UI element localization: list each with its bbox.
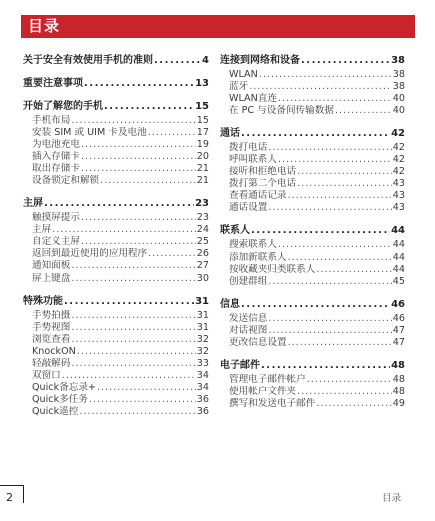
dot-leader xyxy=(81,236,196,248)
toc-chapter-label: 关于安全有效使用手机的准则 xyxy=(23,55,153,66)
toc-entry-label: 返回到最近使用的应用程序 xyxy=(32,248,148,260)
toc-entry-page: 40 xyxy=(392,105,405,117)
toc-entry[interactable] xyxy=(23,175,209,187)
dot-leader xyxy=(81,139,196,151)
toc-section xyxy=(23,77,209,90)
toc-chapter-label: 特殊功能 xyxy=(23,295,63,307)
toc-entry-label: 在 PC 与设备间传输数据 xyxy=(229,105,334,117)
dot-leader xyxy=(288,252,392,264)
toc-entry[interactable] xyxy=(220,313,405,325)
toc-section xyxy=(23,295,209,418)
toc-entry-label: 添加新联系人 xyxy=(229,251,287,263)
dot-leader xyxy=(71,115,195,127)
toc-entry[interactable] xyxy=(220,239,405,251)
dot-leader xyxy=(259,69,392,81)
toc-entry[interactable] xyxy=(220,178,405,190)
toc-chapter-page: 13 xyxy=(195,78,209,89)
toc-entry-label: 拨打电话 xyxy=(229,142,268,154)
toc-entry[interactable] xyxy=(220,325,405,337)
toc-entry[interactable] xyxy=(220,264,405,276)
toc-entry-page: 24 xyxy=(196,224,209,236)
toc-entry-page: 43 xyxy=(392,190,405,202)
page-title: 目录 xyxy=(21,15,415,38)
dot-leader xyxy=(71,273,195,285)
toc-entry-page: 43 xyxy=(392,178,405,190)
toc-chapter-page: 42 xyxy=(391,128,405,140)
dot-leader xyxy=(71,358,195,370)
toc-chapter-page: 38 xyxy=(391,55,405,66)
dot-leader xyxy=(89,394,196,406)
dot-leader xyxy=(71,334,195,346)
toc-entry[interactable] xyxy=(220,81,405,93)
toc-entry-page: 26 xyxy=(196,248,209,260)
toc-entry[interactable] xyxy=(23,115,209,127)
dot-leader xyxy=(62,370,196,382)
toc-entry-label: WLAN xyxy=(229,69,258,80)
toc-section xyxy=(23,54,209,67)
toc-entry-page: 38 xyxy=(392,69,405,80)
toc-entry-label: 触摸屏提示 xyxy=(32,212,80,224)
toc-chapter-page: 31 xyxy=(195,295,209,307)
toc-entry[interactable] xyxy=(23,151,209,163)
toc-chapter[interactable] xyxy=(23,295,209,308)
dot-leader xyxy=(288,190,392,202)
toc-entry-page: 20 xyxy=(196,151,209,163)
toc-entry[interactable] xyxy=(23,273,209,285)
toc-entry[interactable] xyxy=(23,224,209,236)
dot-leader xyxy=(44,197,194,210)
toc-entry[interactable] xyxy=(23,139,209,151)
dot-leader xyxy=(77,346,196,358)
toc-section xyxy=(220,54,405,117)
toc-entry-label: 屏上键盘 xyxy=(32,272,71,284)
dot-leader xyxy=(268,276,391,288)
toc-right-column xyxy=(220,54,405,420)
toc-entry[interactable] xyxy=(23,382,209,394)
dot-leader xyxy=(71,310,195,322)
dot-leader xyxy=(268,313,391,325)
toc-entry-page: 36 xyxy=(196,393,209,405)
toc-entry-label: 为电池充电 xyxy=(32,139,80,151)
dot-leader xyxy=(241,127,390,140)
toc-chapter-page: 23 xyxy=(195,198,209,210)
toc-entry[interactable] xyxy=(23,358,209,370)
toc-entry-label: KnockON xyxy=(32,345,76,357)
toc-entry-page: 34 xyxy=(196,381,209,393)
toc-entry[interactable] xyxy=(220,374,405,386)
toc-chapter[interactable] xyxy=(23,77,209,90)
toc-section xyxy=(220,298,405,349)
dot-leader xyxy=(288,337,392,349)
toc-entry-label: 拨打第二个电话 xyxy=(229,178,297,190)
toc-entry[interactable] xyxy=(23,394,209,406)
toc-entry-page: 34 xyxy=(196,369,209,381)
toc-entry-label: 创建群组 xyxy=(229,275,268,287)
toc-entry[interactable] xyxy=(23,248,209,260)
toc-entry[interactable] xyxy=(220,252,405,264)
toc-entry-label: 取出存储卡 xyxy=(32,163,80,175)
dot-leader xyxy=(148,127,196,139)
dot-leader xyxy=(81,212,196,224)
toc-entry-label: 管理电子邮件帐户 xyxy=(229,373,306,385)
toc-chapter-label: 连接到网络和设备 xyxy=(220,55,300,66)
dot-leader xyxy=(268,325,391,337)
toc-entry-label: 查看通话记录 xyxy=(229,190,287,202)
toc-chapter-label: 信息 xyxy=(220,298,240,310)
toc-entry[interactable] xyxy=(220,166,405,178)
toc-left-column xyxy=(23,54,209,428)
toc-chapter-page: 4 xyxy=(202,55,209,66)
toc-entry[interactable] xyxy=(23,163,209,175)
dot-leader xyxy=(278,93,392,105)
toc-entry-page: 17 xyxy=(196,127,209,139)
toc-section xyxy=(220,224,405,287)
toc-entry-label: 手机布局 xyxy=(32,115,71,126)
toc-chapter[interactable] xyxy=(23,54,209,67)
toc-entry-page: 44 xyxy=(392,239,405,251)
dot-leader xyxy=(100,175,196,187)
dot-leader xyxy=(301,54,390,67)
dot-leader xyxy=(297,166,392,178)
toc-entry-label: 设备锁定和解锁 xyxy=(32,175,100,187)
toc-entry-label: 呼叫联系人 xyxy=(229,154,277,166)
toc-chapter[interactable] xyxy=(220,359,405,372)
toc-section xyxy=(23,100,209,187)
toc-entry[interactable] xyxy=(220,398,405,410)
toc-entry-label: Quick遥控 xyxy=(32,405,79,417)
toc-entry[interactable] xyxy=(23,310,209,322)
toc-entry[interactable] xyxy=(220,93,405,105)
toc-entry[interactable] xyxy=(23,406,209,418)
dot-leader xyxy=(148,248,196,260)
dot-leader xyxy=(297,386,392,398)
toc-entry-page: 19 xyxy=(196,139,209,151)
toc-entry-page: 30 xyxy=(196,272,209,284)
toc-entry-label: 双窗口 xyxy=(32,369,61,381)
toc-chapter-label: 电子邮件 xyxy=(220,359,260,371)
toc-entry-page: 47 xyxy=(392,336,405,348)
toc-chapter-label: 联系人 xyxy=(220,225,250,237)
toc-entry-page: 42 xyxy=(392,142,405,154)
toc-entry-page: 23 xyxy=(196,212,209,224)
toc-entry-page: 27 xyxy=(196,260,209,272)
toc-entry-page: 32 xyxy=(196,333,209,345)
toc-entry-page: 31 xyxy=(196,321,209,333)
toc-entry[interactable] xyxy=(23,212,209,224)
dot-leader xyxy=(249,81,392,93)
toc-chapter[interactable] xyxy=(220,298,405,311)
toc-entry-page: 45 xyxy=(392,275,405,287)
footer-divider xyxy=(23,485,24,503)
toc-entry-label: 自定义主屏 xyxy=(32,236,80,248)
toc-entry-label: 使用帐户文件夹 xyxy=(229,385,297,397)
toc-entry-label: WLAN直连 xyxy=(229,93,277,105)
toc-entry-label: 撰写和发送电子邮件 xyxy=(229,397,316,409)
toc-entry-page: 44 xyxy=(392,263,405,275)
toc-entry-label: 通知面板 xyxy=(32,260,71,272)
toc-entry-label: 发送信息 xyxy=(229,312,268,324)
dot-leader xyxy=(268,142,391,154)
toc-entry-label: 手势视图 xyxy=(32,321,71,333)
toc-entry-label: 安装 SIM 或 UIM 卡及电池 xyxy=(32,127,147,139)
toc-entry-label: Quick备忘录+ xyxy=(32,381,96,393)
dot-leader xyxy=(154,54,201,67)
dot-leader xyxy=(97,382,196,394)
toc-entry[interactable] xyxy=(23,346,209,358)
toc-entry-label: 主屏 xyxy=(32,224,52,236)
toc-entry-page: 36 xyxy=(196,405,209,417)
toc-entry[interactable] xyxy=(220,142,405,154)
footer-rule xyxy=(0,485,23,486)
toc-entry-page: 40 xyxy=(392,93,405,105)
toc-entry-page: 48 xyxy=(392,385,405,397)
dot-leader xyxy=(104,100,194,113)
toc-entry-label: Quick多任务 xyxy=(32,393,88,405)
toc-entry-page: 32 xyxy=(196,345,209,357)
toc-chapter[interactable] xyxy=(220,54,405,67)
dot-leader xyxy=(71,322,195,334)
toc-entry-page: 43 xyxy=(392,202,405,214)
toc-chapter-label: 重要注意事项 xyxy=(23,78,83,89)
toc-chapter-page: 46 xyxy=(391,298,405,310)
toc-entry[interactable] xyxy=(23,127,209,139)
dot-leader xyxy=(316,264,391,276)
toc-entry-page: 42 xyxy=(392,154,405,166)
toc-entry-page: 25 xyxy=(196,236,209,248)
dot-leader xyxy=(268,202,391,214)
toc-entry-label: 轻敲解码 xyxy=(32,357,71,369)
toc-section xyxy=(220,127,405,214)
toc-entry[interactable] xyxy=(220,202,405,214)
toc-chapter-page: 15 xyxy=(195,101,209,112)
toc-entry[interactable] xyxy=(220,105,405,117)
toc-entry-label: 搜索联系人 xyxy=(229,239,277,251)
page-number: 2 xyxy=(6,491,13,504)
toc-entry[interactable] xyxy=(220,154,405,166)
toc-entry-page: 31 xyxy=(196,309,209,321)
dot-leader xyxy=(251,224,390,237)
toc-entry-label: 插入存储卡 xyxy=(32,151,80,163)
toc-entry-page: 42 xyxy=(392,166,405,178)
toc-entry-label: 更改信息设置 xyxy=(229,336,287,348)
toc-entry-page: 21 xyxy=(196,175,209,187)
toc-entry[interactable] xyxy=(23,334,209,346)
toc-entry-label: 按收藏夹归类联系人 xyxy=(229,263,316,275)
dot-leader xyxy=(64,295,194,308)
toc-chapter-label: 主屏 xyxy=(23,198,43,210)
toc-entry[interactable] xyxy=(220,69,405,81)
dot-leader xyxy=(261,359,390,372)
dot-leader xyxy=(81,151,196,163)
toc-entry-label: 接听和拒绝电话 xyxy=(229,166,297,178)
toc-entry-page: 47 xyxy=(392,324,405,336)
toc-chapter-page: 48 xyxy=(391,359,405,371)
toc-entry-page: 15 xyxy=(196,115,209,126)
dot-leader xyxy=(278,154,392,166)
dot-leader xyxy=(241,298,390,311)
toc-section xyxy=(23,197,209,284)
toc-chapter[interactable] xyxy=(23,100,209,113)
toc-entry[interactable] xyxy=(220,337,405,349)
dot-leader xyxy=(79,406,195,418)
toc-entry[interactable] xyxy=(23,236,209,248)
toc-entry-label: 蓝牙 xyxy=(229,81,249,93)
toc-entry[interactable] xyxy=(23,370,209,382)
dot-leader xyxy=(316,398,391,410)
dot-leader xyxy=(335,105,392,117)
toc-chapter[interactable] xyxy=(23,197,209,210)
toc-chapter[interactable] xyxy=(220,224,405,237)
toc-entry[interactable] xyxy=(23,322,209,334)
toc-entry-label: 浏览查看 xyxy=(32,333,71,345)
dot-leader xyxy=(71,260,195,272)
toc-section xyxy=(220,359,405,410)
toc-chapter-label: 开始了解您的手机 xyxy=(23,101,103,112)
toc-entry-label: 通话设置 xyxy=(229,202,268,214)
toc-entry-page: 33 xyxy=(196,357,209,369)
toc-entry-page: 49 xyxy=(392,397,405,409)
dot-leader xyxy=(278,239,392,251)
toc-entry-page: 44 xyxy=(392,251,405,263)
toc-entry-page: 48 xyxy=(392,373,405,385)
dot-leader xyxy=(52,224,196,236)
toc-chapter-label: 通话 xyxy=(220,128,240,140)
toc-entry-page: 21 xyxy=(196,163,209,175)
toc-entry-page: 38 xyxy=(392,81,405,93)
dot-leader xyxy=(84,77,194,90)
toc-entry-label: 对话视图 xyxy=(229,324,268,336)
running-title: 目录 xyxy=(382,493,402,504)
dot-leader xyxy=(81,163,196,175)
toc-entry[interactable] xyxy=(220,276,405,288)
toc-entry[interactable] xyxy=(220,190,405,202)
toc-chapter[interactable] xyxy=(220,127,405,140)
dot-leader xyxy=(307,374,392,386)
toc-entry-label: 手势拍摄 xyxy=(32,309,71,321)
toc-entry[interactable] xyxy=(220,386,405,398)
toc-entry-page: 46 xyxy=(392,312,405,324)
toc-chapter-page: 44 xyxy=(391,225,405,237)
toc-entry[interactable] xyxy=(23,260,209,272)
dot-leader xyxy=(297,178,392,190)
